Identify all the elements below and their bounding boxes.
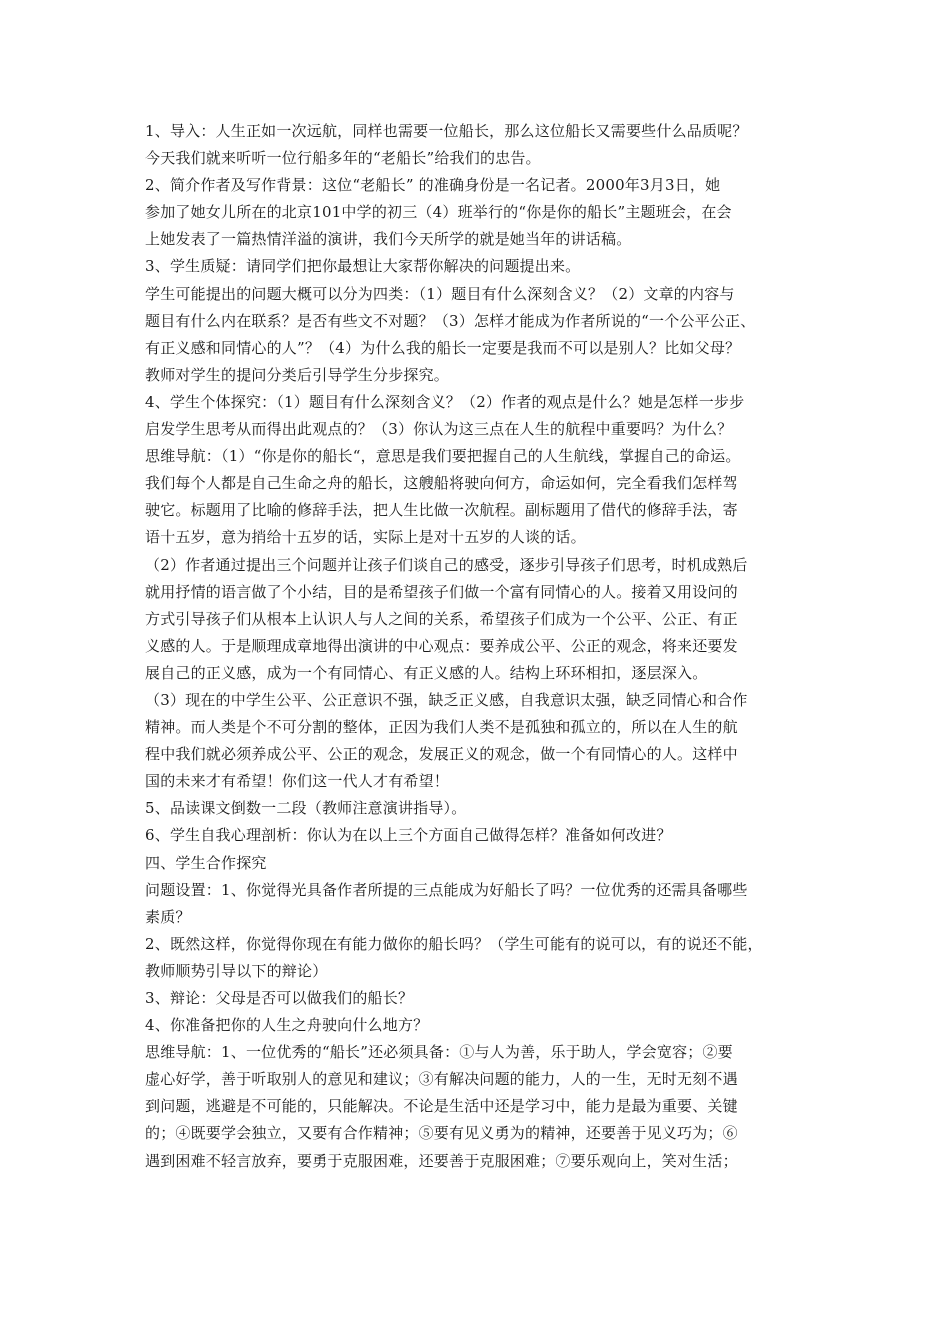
text-line: 题目有什么内在联系？是否有些文不对题？（3）怎样才能成为作者所说的“一个公平公正、 bbox=[145, 311, 756, 330]
text-line: 国的未来才有希望！你们这一代人才有希望！ bbox=[145, 772, 450, 791]
text-line: 启发学生思考从而得出此观点的？（3）你认为这三点在人生的航程中重要吗？为什么？ bbox=[145, 420, 733, 439]
text-line: 4、学生个体探究：（1）题目有什么深刻含义？（2）作者的观点是什么？她是怎样一步步 bbox=[145, 392, 745, 411]
text-line: 义感的人。于是顺理成章地得出演讲的中心观点：要养成公平、公正的观念，将来还要发 bbox=[145, 636, 738, 655]
text-line: 驶它。标题用了比喻的修辞手法，把人生比做一次航程。副标题用了借代的修辞手法，寄 bbox=[145, 501, 738, 520]
text-line: 教师顺势引导以下的辩论） bbox=[145, 961, 328, 980]
text-line: 思维导航：（1）“你是你的船长“，意思是我们要把握自己的人生航线，掌握自己的命运。 bbox=[145, 447, 741, 466]
text-line: （3）现在的中学生公平、公正意识不强，缺乏正义感，自我意识太强，缺乏同情心和合作 bbox=[145, 690, 748, 709]
text-line: 语十五岁，意为捎给十五岁的话，实际上是对十五岁的人谈的话。 bbox=[145, 528, 586, 547]
text-line: 3、学生质疑：请同学们把你最想让大家帮你解决的问题提出来。 bbox=[145, 257, 581, 276]
document-body bbox=[145, 118, 835, 1175]
text-line: 虚心好学，善于听取别人的意见和建议；③有解决问题的能力，人的一生，无时无刻不遇 bbox=[145, 1070, 738, 1089]
text-line: 3、辩论：父母是否可以做我们的船长？ bbox=[145, 989, 414, 1007]
text-line: 学生可能提出的问题大概可以分为四类：（1）题目有什么深刻含义？（2）文章的内容与 bbox=[145, 284, 735, 303]
text-line: 6、学生自我心理剖析：你认为在以上三个方面自己做得怎样？准备如何改进？ bbox=[145, 826, 672, 845]
text-line: 我们每个人都是自己生命之舟的船长，这艘船将驶向何方，命运如何，完全看我们怎样驾 bbox=[145, 474, 738, 493]
text-line: 思维导航：1、一位优秀的“船长”还必须具备：①与人为善，乐于助人，学会宽容；②要 bbox=[145, 1043, 733, 1062]
text-line: 2、简介作者及写作背景：这位“老船长” 的准确身份是一名记者。2000年3月3日，她 bbox=[145, 176, 721, 195]
text-line: 5、品读课文倒数一二段（教师注意演讲指导）。 bbox=[145, 799, 467, 818]
text-line: 遇到困难不轻言放弃，要勇于克服困难，还要善于克服困难；⑦要乐观向上，笑对生活； bbox=[145, 1151, 738, 1170]
text-line: 2、既然这样，你觉得你现在有能力做你的船长吗？（学生可能有的说可以，有的说还不能， bbox=[145, 934, 763, 953]
text-line: （2）作者通过提出三个问题并让孩子们谈自己的感受，逐步引导孩子们思考，时机成熟后 bbox=[145, 555, 748, 574]
text-line: 问题设置：1、你觉得光具备作者所提的三点能成为好船长了吗？一位优秀的还需具备哪些 bbox=[145, 880, 748, 899]
text-line: 有正义感和同情心的人”？（4）为什么我的船长一定要是我而不可以是别人？比如父母？ bbox=[145, 338, 741, 357]
text-line: 今天我们就来听听一位行船多年的“老船长”给我们的忠告。 bbox=[145, 149, 541, 168]
text-line: 教师对学生的提问分类后引导学生分步探究。 bbox=[145, 365, 450, 384]
text-line: 四、学生合作探究 bbox=[145, 853, 267, 872]
text-line: 就用抒情的语言做了个小结，目的是希望孩子们做一个富有同情心的人。接着又用设问的 bbox=[145, 582, 738, 601]
text-line: 程中我们就必须养成公平、公正的观念，发展正义的观念，做一个有同情心的人。这样中 bbox=[145, 745, 738, 764]
text-line: 素质？ bbox=[145, 907, 191, 926]
text-line: 到问题，逃避是不可能的，只能解决。不论是生活中还是学习中，能力是最为重要、关键 bbox=[145, 1097, 738, 1116]
text-line: 上她发表了一篇热情洋溢的演讲，我们今天所学的就是她当年的讲话稿。 bbox=[145, 230, 632, 249]
text-line: 参加了她女儿所在的北京101中学的初三（4）班举行的“你是你的船长”主题班会，在会 bbox=[145, 203, 732, 222]
text-line: 的；④既要学会独立，又要有合作精神；⑤要有见义勇为的精神，还要善于见义巧为；⑥ bbox=[145, 1124, 738, 1143]
text-line: 4、你准备把你的人生之舟驶向什么地方？ bbox=[145, 1016, 429, 1035]
text-line: 精神。而人类是个不可分割的整体，正因为我们人类不是孤独和孤立的，所以在人生的航 bbox=[145, 718, 738, 737]
text-line: 展自己的正义感，成为一个有同情心、有正义感的人。结构上环环相扣，逐层深入。 bbox=[145, 663, 708, 682]
text-line: 1、导入：人生正如一次远航，同样也需要一位船长，那么这位船长又需要些什么品质呢？ bbox=[145, 122, 748, 140]
text-line: 方式引导孩子们从根本上认识人与人之间的关系，希望孩子们成为一个公平、公正、有正 bbox=[145, 609, 738, 628]
